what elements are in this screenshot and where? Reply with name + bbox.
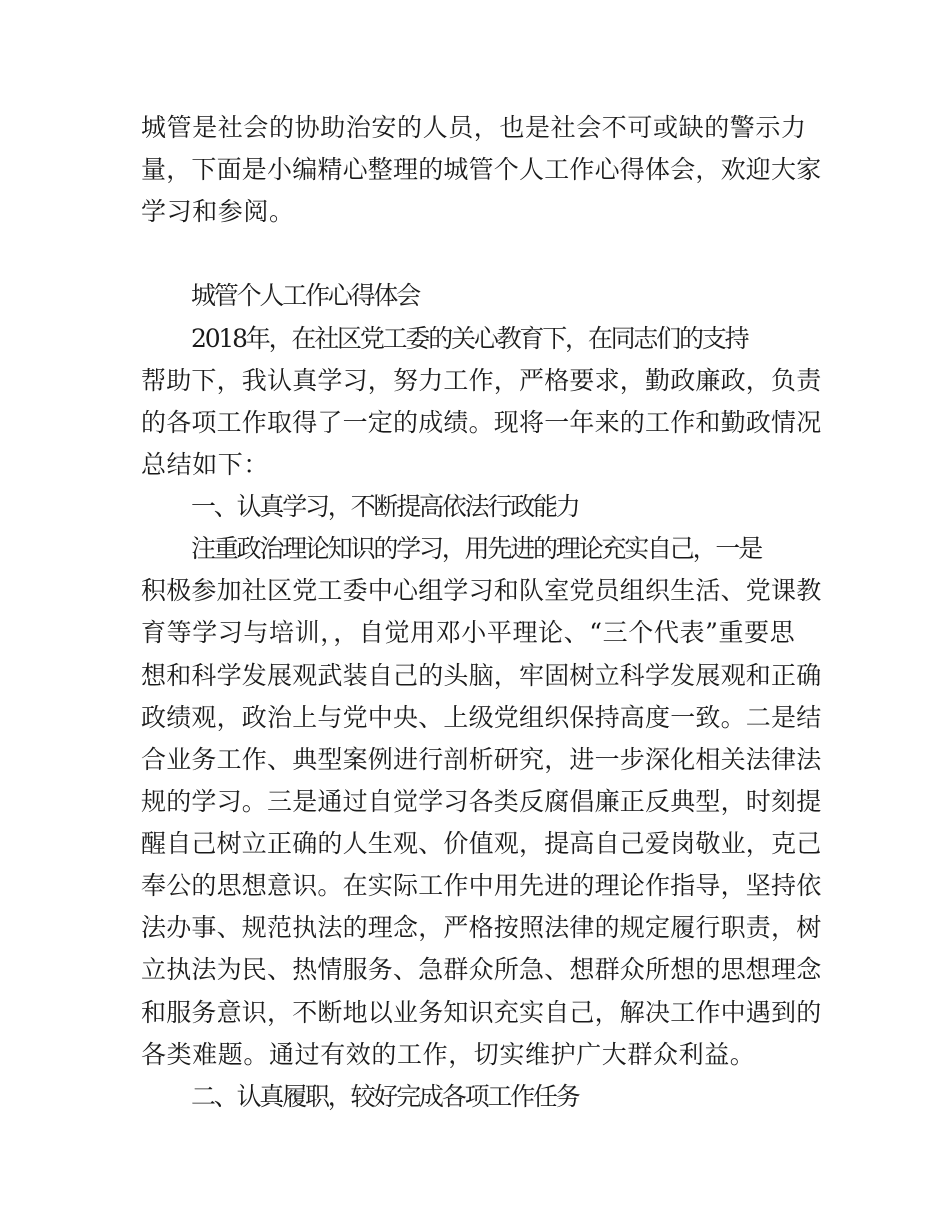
paragraph-line: 帮助下，我认真学习，努力工作，严格要求，勤政廉政，负责 (141, 366, 822, 395)
intro-line-1: 城管是社会的协助治安的人员，也是社会不可或缺的警示力 (141, 113, 807, 142)
intro-line-2: 量，下面是小编精心整理的城管个人工作心得体会，欢迎大家 (141, 155, 822, 184)
paragraph-line: 各类难题。通过有效的工作，切实维护广大群众利益。 (141, 1040, 756, 1069)
paragraph-line: 法办事、规范执法的理念，严格按照法律的规定履行职责，树 (141, 913, 822, 942)
intro-line-3: 学习和参阅。 (141, 197, 295, 226)
paragraph-line: 2018年，在社区党工委的关心教育下，在同志们的支持 (191, 324, 748, 353)
paragraph-line: 和服务意识，不断地以业务知识充实自己，解决工作中遇到的 (141, 998, 822, 1027)
paragraph-line: 奉公的思想意识。在实际工作中用先进的理论作指导，坚持依 (141, 871, 822, 900)
paragraph-line: 醒自己树立正确的人生观、价值观，提高自己爱岗敬业，克己 (141, 829, 822, 858)
article-title: 城管个人工作心得体会 (191, 281, 420, 310)
paragraph-line: 想和科学发展观武装自己的头脑，牢固树立科学发展观和正确 (141, 661, 822, 690)
paragraph-line: 积极参加社区党工委中心组学习和队室党员组织生活、党课教 (141, 576, 822, 605)
section-heading-1: 一、认真学习，不断提高依法行政能力 (191, 492, 579, 521)
paragraph-line: 合业务工作、典型案例进行剖析研究，进一步深化相关法律法 (141, 745, 822, 774)
paragraph-line: 育等学习与培训，，自觉用邓小平理论、“三个代表”重要思 (141, 618, 796, 647)
paragraph-line: 总结如下： (141, 450, 270, 479)
paragraph-line: 的各项工作取得了一定的成绩。现将一年来的工作和勤政情况 (141, 408, 822, 437)
section-heading-2: 二、认真履职，较好完成各项工作任务 (191, 1082, 579, 1111)
paragraph-line: 注重政治理论知识的学习，用先进的理论充实自己，一是 (191, 534, 762, 563)
paragraph-line: 政绩观，政治上与党中央、上级党组织保持高度一致。二是结 (141, 703, 822, 732)
paragraph-line: 立执法为民、热情服务、急群众所急、想群众所想的思想理念 (141, 955, 822, 984)
paragraph-line: 规的学习。三是通过自觉学习各类反腐倡廉正反典型，时刻提 (141, 787, 822, 816)
